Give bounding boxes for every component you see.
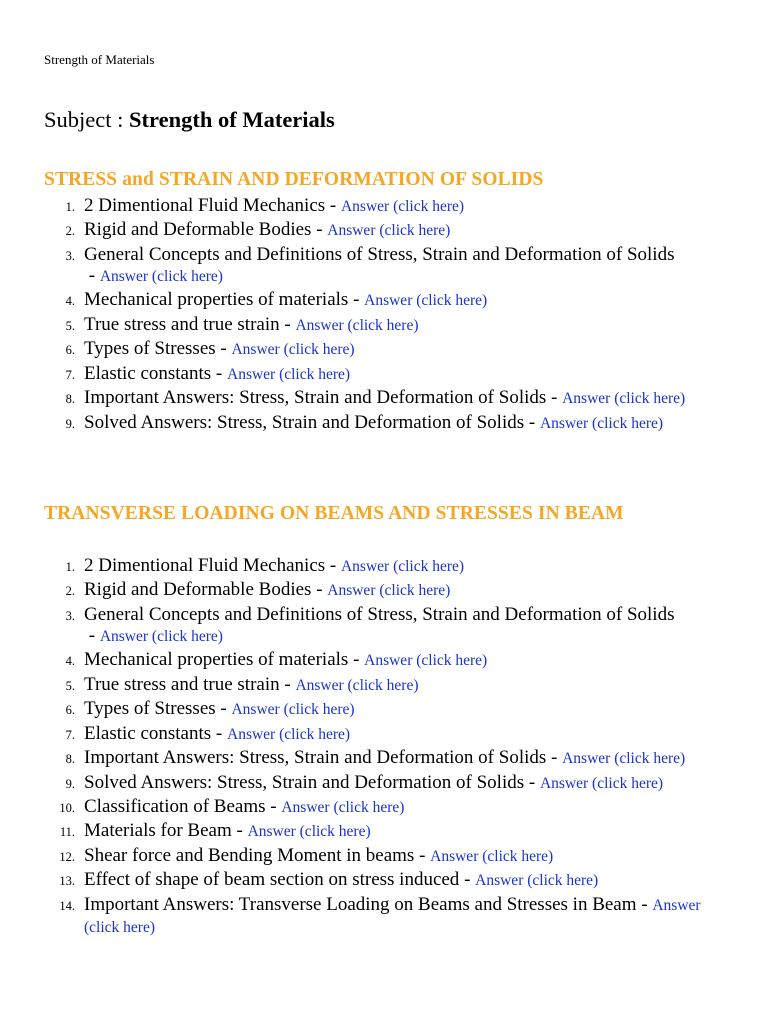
item-number: 2. — [65, 224, 75, 239]
separator: - — [311, 219, 328, 241]
item-number: 12. — [59, 849, 75, 864]
answer-link[interactable]: Answer (click here) — [327, 582, 451, 600]
item-number: 9. — [65, 776, 75, 791]
answer-link[interactable]: Answer (click here) — [99, 627, 223, 645]
answer-link[interactable]: Answer (click here) — [475, 872, 599, 890]
subject-line — [44, 106, 335, 134]
item-number: 3. — [65, 248, 75, 263]
separator: - — [325, 195, 341, 216]
answer-link[interactable]: Answer (click here) — [539, 414, 664, 432]
item-number: 14. — [59, 898, 75, 913]
item-number: 7. — [65, 367, 75, 382]
separator: - — [325, 555, 341, 576]
topic-title: Solved Answers: Stress, Strain and Deformation of Solids — [84, 771, 525, 793]
list-item — [44, 555, 734, 577]
answer-link[interactable]: Answer (click here) — [327, 222, 451, 240]
list-item — [44, 363, 734, 385]
topic-title: General Concepts and Definitions of Stress, Strain and Deformation of Solids — [84, 243, 675, 265]
list-item — [44, 674, 734, 696]
answer-link[interactable]: Answer (click here) — [227, 365, 351, 383]
answer-link[interactable]: Answer (click here) — [539, 774, 664, 792]
answer-link[interactable]: Answer (click here) — [430, 847, 554, 865]
item-number: 8. — [65, 392, 75, 407]
topic-title: Important Answers: Stress, Strain and Deformation of Solids — [84, 387, 547, 409]
separator: - — [84, 264, 100, 286]
topic-title: Rigid and Deformable Bodies — [84, 219, 312, 241]
topic-list-transverse-loading — [44, 555, 734, 940]
separator: - — [348, 289, 365, 311]
topic-title: Important Answers: Transverse Loading on Beams and Stresses in Beam — [84, 893, 637, 915]
topic-title: True stress and true strain — [84, 313, 280, 335]
item-number: 6. — [65, 343, 75, 358]
topic-title: 2 Dimentional Fluid Mechanics — [84, 555, 326, 576]
item-number: 5. — [65, 678, 75, 693]
answer-link[interactable]: Answer (click here) — [295, 316, 419, 334]
list-item — [44, 314, 734, 336]
answer-link[interactable]: Answer (click here) — [562, 750, 686, 768]
answer-link[interactable]: Answer (click here) — [231, 701, 355, 719]
separator: - — [215, 698, 232, 720]
item-number: 1. — [65, 560, 75, 574]
separator: - — [211, 722, 227, 744]
item-number: 10. — [59, 800, 75, 815]
topic-title: Types of Stresses — [84, 338, 216, 360]
list-item — [44, 869, 734, 891]
item-number: 1. — [65, 200, 75, 214]
list-item — [44, 820, 734, 842]
item-number: 8. — [65, 752, 75, 767]
subject-title: Strength of Materials — [129, 107, 335, 132]
topic-title: Shear force and Bending Moment in beams — [84, 844, 415, 866]
list-item — [44, 604, 734, 647]
topic-title: Solved Answers: Stress, Strain and Deformation of Solids — [84, 411, 525, 433]
topic-title: Materials for Beam — [84, 820, 232, 842]
separator: - — [546, 747, 563, 769]
topic-title: Elastic constants — [84, 722, 212, 744]
list-item — [44, 387, 734, 409]
topic-title: Mechanical properties of materials — [84, 649, 349, 671]
list-item — [44, 649, 734, 671]
answer-link[interactable]: Answer (click here) — [295, 676, 419, 694]
topic-title: Mechanical properties of materials — [84, 289, 349, 311]
list-item — [44, 412, 734, 434]
separator: - — [414, 844, 431, 866]
running-header: Strength of Materials — [44, 52, 155, 67]
topic-title: True stress and true strain — [84, 673, 280, 695]
list-item — [44, 894, 734, 938]
item-number: 11. — [59, 825, 75, 840]
list-item — [44, 698, 734, 720]
answer-link[interactable]: Answer (click here) — [364, 652, 488, 670]
topic-title: Types of Stresses — [84, 698, 216, 720]
separator: - — [211, 362, 227, 384]
answer-link[interactable]: Answer (click here) — [340, 558, 465, 575]
list-item — [44, 723, 734, 745]
list-item — [44, 219, 734, 241]
answer-link[interactable]: Answer (click here) — [247, 823, 371, 841]
answer-link[interactable]: Answer (click here) — [281, 798, 405, 816]
list-item — [44, 845, 734, 867]
answer-link[interactable]: Answer (click here) — [227, 725, 351, 743]
separator: - — [265, 795, 282, 817]
subject-prefix: Subject : — [44, 107, 129, 132]
separator: - — [524, 411, 540, 433]
separator: - — [311, 579, 328, 601]
answer-link[interactable]: Answer (click here) — [562, 390, 686, 408]
separator: - — [636, 893, 653, 915]
list-item — [44, 244, 734, 287]
answer-link[interactable]: Answer (click here) — [84, 896, 701, 936]
separator: - — [459, 869, 476, 891]
separator: - — [524, 771, 540, 793]
section-heading-transverse-loading: TRANSVERSE LOADING ON BEAMS AND STRESSES IN BEAM — [44, 503, 624, 525]
item-number: 4. — [65, 654, 75, 669]
item-number: 3. — [65, 608, 75, 623]
separator: - — [231, 820, 248, 842]
answer-link[interactable]: Answer (click here) — [364, 292, 488, 310]
topic-title: Effect of shape of beam section on stress induced — [84, 869, 460, 891]
item-number: 6. — [65, 703, 75, 718]
separator: - — [84, 624, 100, 646]
list-item — [44, 579, 734, 601]
topic-title: 2 Dimentional Fluid Mechanics — [84, 195, 326, 216]
section-heading-stress-strain: STRESS and STRAIN AND DEFORMATION OF SOLIDS — [44, 169, 544, 191]
topic-title: General Concepts and Definitions of Stress, Strain and Deformation of Solids — [84, 603, 675, 625]
separator: - — [279, 313, 296, 335]
list-item — [44, 772, 734, 794]
item-number: 4. — [65, 294, 75, 309]
item-number: 7. — [65, 727, 75, 742]
topic-title: Important Answers: Stress, Strain and Deformation of Solids — [84, 747, 547, 769]
list-item — [44, 747, 734, 769]
list-item — [44, 796, 734, 818]
list-item — [44, 338, 734, 360]
list-item — [44, 195, 734, 217]
separator: - — [348, 649, 365, 671]
topic-title: Rigid and Deformable Bodies — [84, 579, 312, 601]
item-number: 13. — [59, 874, 75, 889]
separator: - — [546, 387, 563, 409]
answer-link[interactable]: Answer (click here) — [99, 267, 223, 285]
separator: - — [279, 673, 296, 695]
separator: - — [215, 338, 232, 360]
list-item — [44, 289, 734, 311]
topic-title: Classification of Beams — [84, 795, 266, 817]
item-number: 9. — [65, 416, 75, 431]
answer-link[interactable]: Answer (click here) — [340, 198, 465, 215]
answer-link[interactable]: Answer (click here) — [231, 341, 355, 359]
item-number: 5. — [65, 318, 75, 333]
topic-title: Elastic constants — [84, 362, 212, 384]
item-number: 2. — [65, 584, 75, 599]
topic-list-stress-strain — [44, 195, 734, 436]
